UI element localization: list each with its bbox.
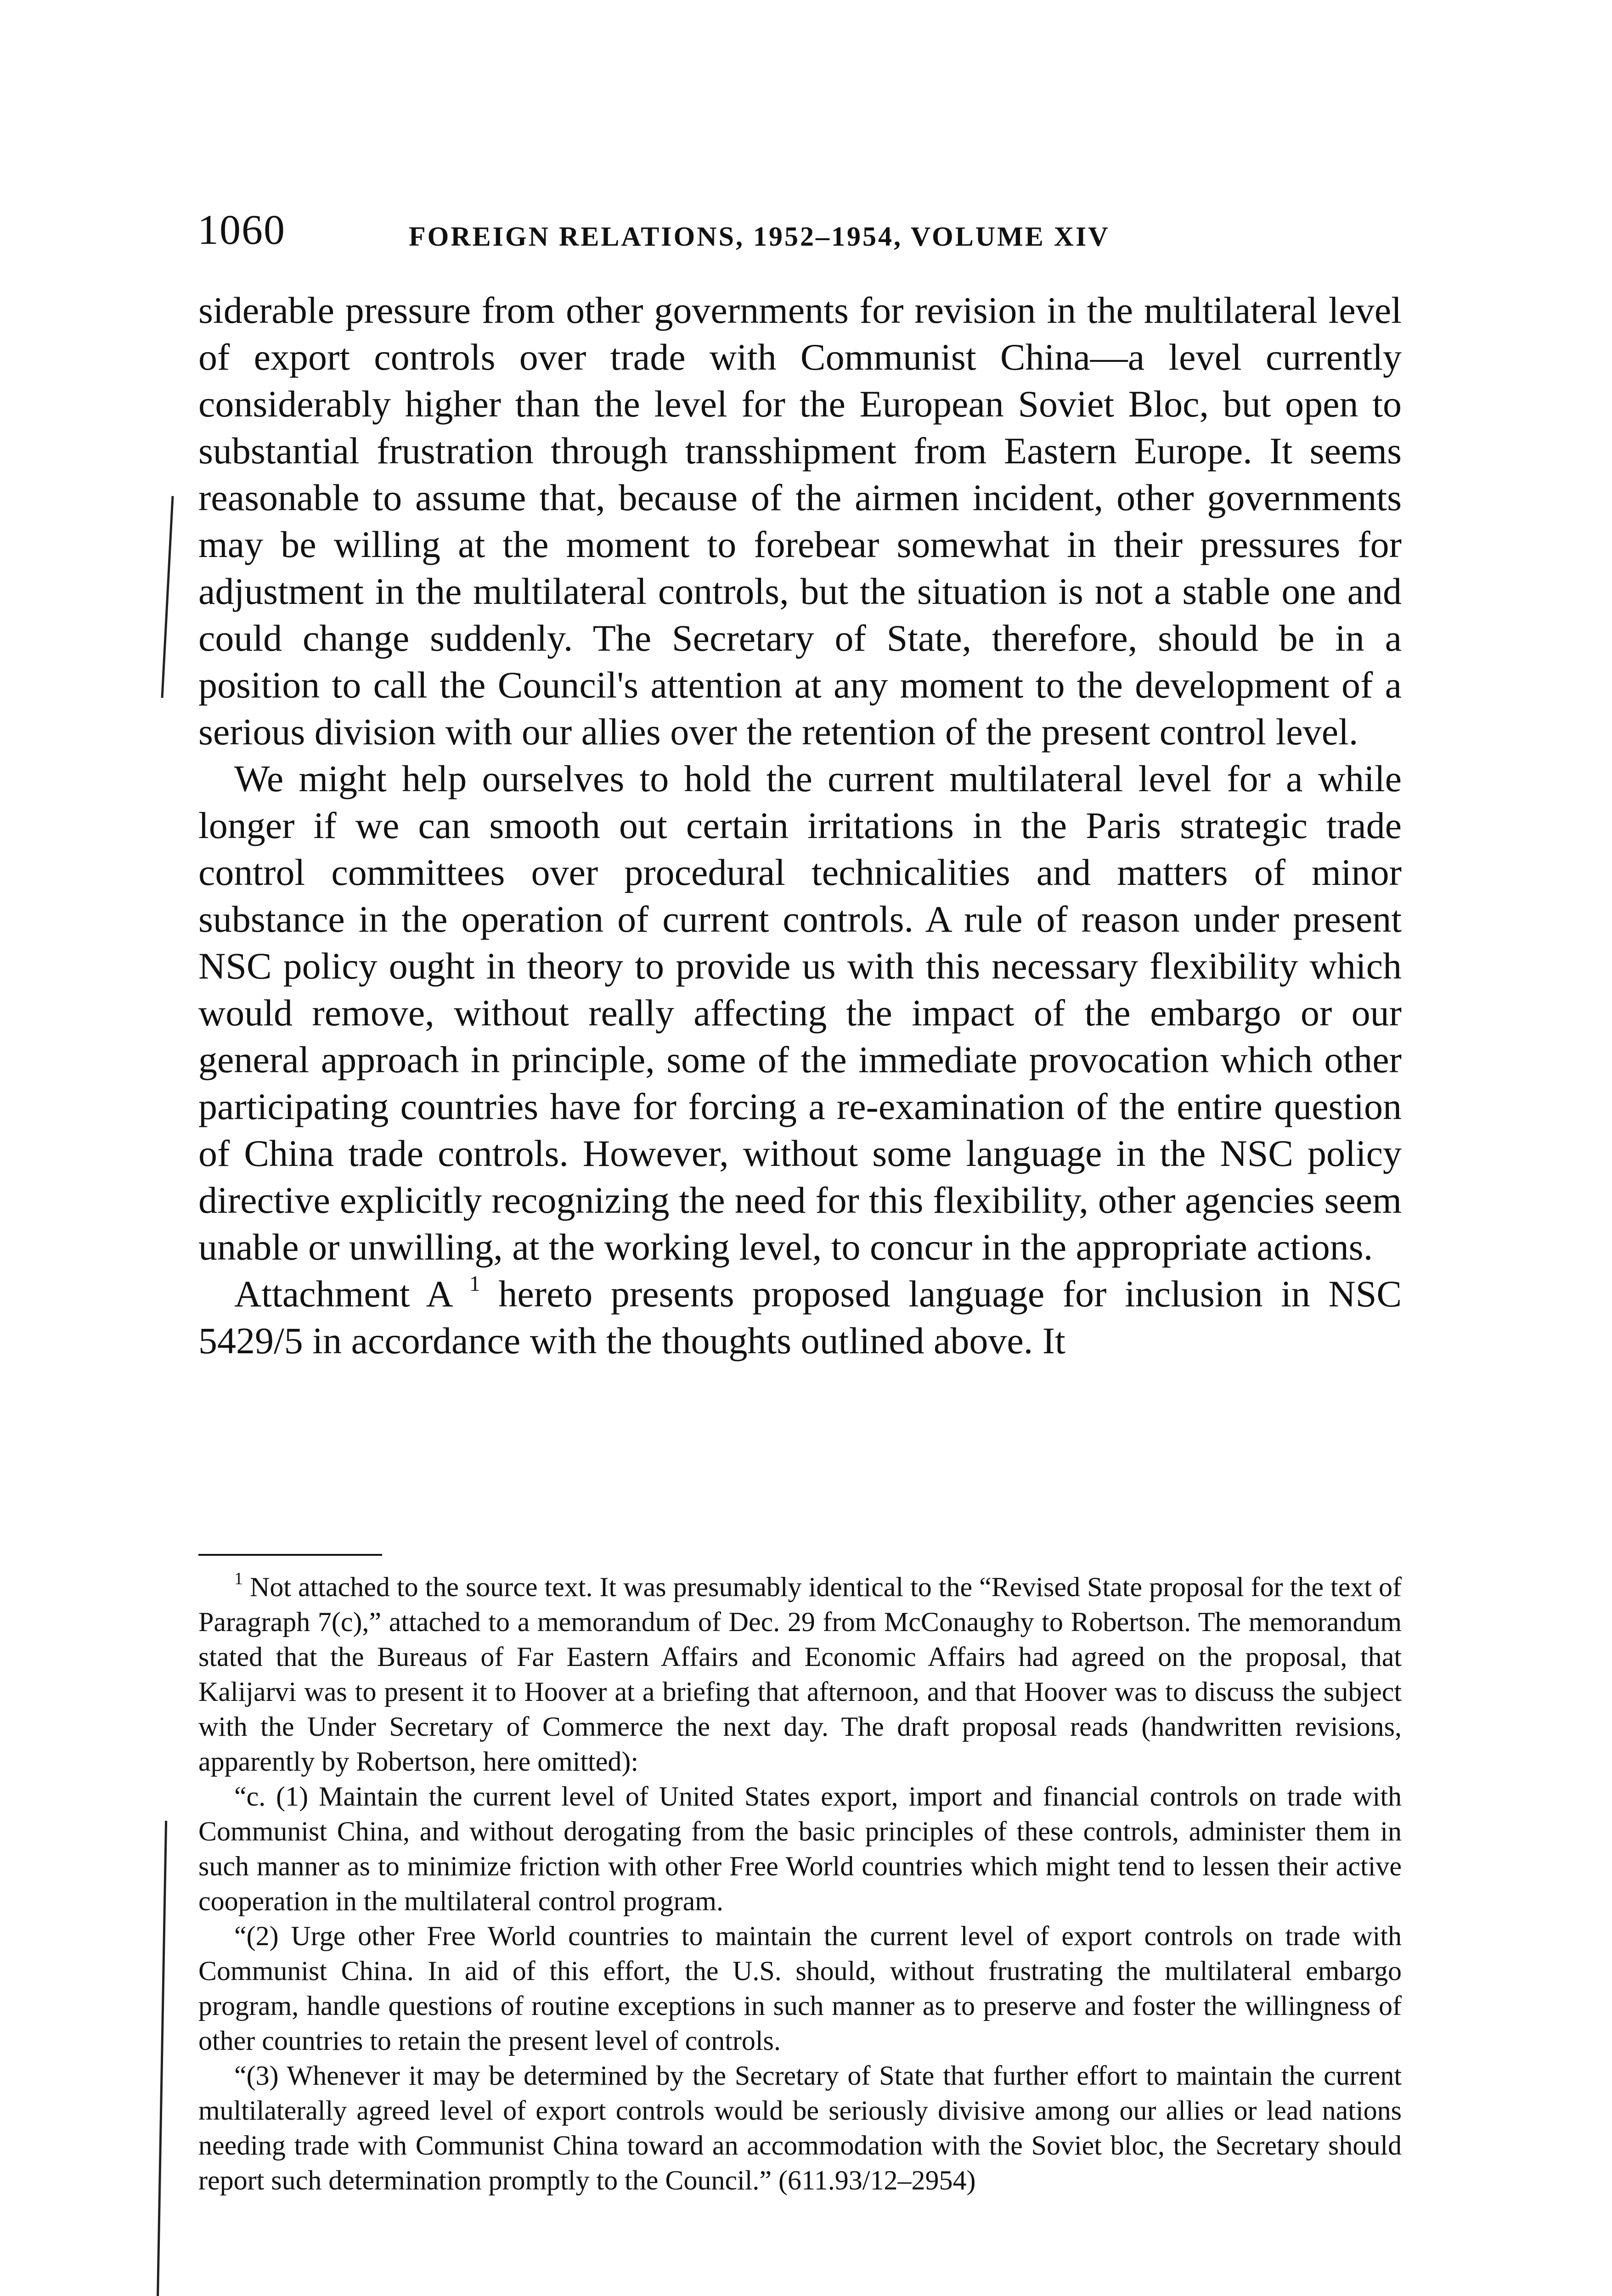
- footnote-paragraph: [198, 1779, 1402, 1919]
- body-paragraph: [198, 1271, 1402, 1364]
- footnote-text: “(3) Whenever it may be determined by the Secretary of State that further effort to maintain the current multilaterally agreed level of export controls would be seriously divisive among our allies or lead nations needing trade with Communist China toward an accommodation with the Soviet bloc, the Secretary should report such determination promptly to the Council.” (611.93/12–2954): [198, 2060, 1402, 2195]
- paragraph-text: We might help ourselves to hold the current multilateral level for a while longer if we can smooth out certain irritations in the Paris strategic trade control committees over procedural technicalities and matters of minor substance in the operation of current controls. A rule of reason under present NSC policy ought in theory to provide us with this necessary flexibility which would remove, without really affecting the impact of the embargo or our general approach in principle, some of the immediate provocation which other participating countries have for forcing a re-examination of the entire question of China trade controls. However, without some language in the NSC policy directive explicitly recognizing the need for this flexibility, other agencies seem unable or unwilling, at the working level, to concur in the appropriate actions.: [198, 758, 1402, 1268]
- page-header: [197, 197, 1401, 262]
- footnote-reference: 1: [469, 1272, 480, 1296]
- paragraph-text: hereto presents proposed language for inclusion in NSC 5429/5 in accordance with the thoughts outlined above. It: [198, 1273, 1402, 1362]
- footnote-text: “c. (1) Maintain the current level of United States export, import and financial controls on trade with Communist China, and without derogating from the basic principles of these controls, administer them in such manner as to minimize friction with other Free World countries which might tend to lessen their active cooperation in the multilateral control program.: [198, 1781, 1402, 1916]
- paragraph-text: Attachment A: [234, 1273, 469, 1315]
- main-text: [198, 287, 1402, 1364]
- footnote-text: “(2) Urge other Free World countries to maintain the current level of export controls on trade with Communist China. In aid of this effort, the U.S. should, without frustrating the multilateral embargo program, handle questions of routine exceptions in such manner as to preserve and foster the willingness of other countries to retain the present level of controls.: [198, 1921, 1402, 2056]
- margin-mark-body: [161, 496, 174, 698]
- footnote-paragraph: [198, 1919, 1402, 2058]
- margin-mark-footnote: [157, 1821, 167, 2296]
- footnote-paragraph: [198, 2058, 1402, 2198]
- footnote-divider: [198, 1554, 382, 1556]
- body-paragraph: [198, 755, 1402, 1271]
- page-number: 1060: [197, 206, 286, 253]
- footnote-marker: 1: [234, 1569, 243, 1588]
- running-title: FOREIGN RELATIONS, 1952–1954, VOLUME XIV: [409, 221, 1110, 252]
- body-paragraph: [198, 287, 1402, 755]
- paragraph-text: siderable pressure from other governments for revision in the multilateral level of export controls over trade with Communist China—a level currently considerably higher than the level for the European Soviet Bloc, but open to substantial frustration through transshipment from Eastern Europe. It seems reasonable to assume that, because of the airmen incident, other governments may be willing at the moment to forebear somewhat in their pressures for adjustment in the multilateral controls, but the situation is not a stable one and could change suddenly. The Secretary of State, therefore, should be in a position to call the Council's attention at any moment to the development of a serious division with our allies over the retention of the present control level.: [198, 289, 1402, 753]
- footnotes: [198, 1570, 1402, 2198]
- footnote-paragraph: [198, 1570, 1402, 1779]
- footnote-text: Not attached to the source text. It was presumably identical to the “Revised State proposal for the text of Paragraph 7(c),” attached to a memorandum of Dec. 29 from McConaughy to Robertson. The memorandum stated that the Bureaus of Far Eastern Affairs and Economic Affairs had agreed on the proposal, that Kalijarvi was to present it to Hoover at a briefing that afternoon, and that Hoover was to discuss the subject with the Under Secretary of Commerce the next day. The draft proposal reads (handwritten revisions, apparently by Robertson, here omitted):: [198, 1572, 1402, 1777]
